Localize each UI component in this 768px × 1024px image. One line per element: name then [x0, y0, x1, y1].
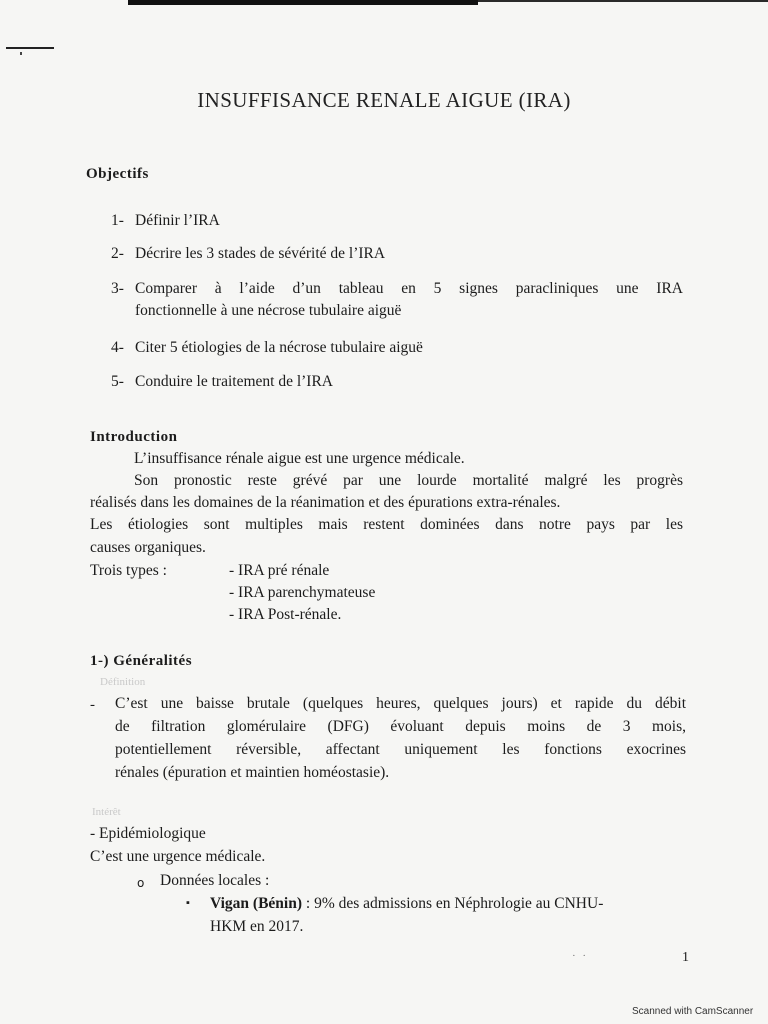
objective-text-cont: fonctionnelle à une nécrose tubulaire aiguë [135, 302, 402, 319]
page-number: 1 [682, 950, 689, 965]
objective-text: Définir l’IRA [135, 212, 220, 229]
scan-mark [6, 47, 54, 49]
introduction-heading: Introduction [90, 429, 178, 445]
definition-line: C’est une baisse brutale (quelques heures, quelques jours) et rapide du débit [115, 695, 686, 712]
types-label: Trois types : [90, 562, 167, 579]
camscanner-footer: Scanned with CamScanner [632, 1006, 754, 1017]
type-item: - IRA parenchymateuse [229, 584, 376, 601]
objective-text: Décrire les 3 stades de sévérité de l’IRA [135, 245, 386, 262]
intro-line: réalisés dans les domaines de la réanimation et des épurations extra-rénales. [90, 494, 561, 511]
donnees-label: Données locales : [160, 872, 270, 889]
vigan-line-cont: HKM en 2017. [210, 918, 304, 935]
type-item: - IRA Post-rénale. [229, 606, 342, 623]
square-bullet: ▪ [186, 897, 190, 909]
objective-text: Comparer à l’aide d’un tableau en 5 signes paracliniques une IRA [135, 280, 683, 297]
intro-line: causes organiques. [90, 539, 206, 556]
generalites-heading: 1-) Généralités [90, 653, 193, 669]
scan-mark-tick [20, 52, 22, 55]
objective-text: Conduire le traitement de l’IRA [135, 373, 333, 390]
vigan-line [210, 895, 603, 913]
definition-line: rénales (épuration et maintien homéostasie). [115, 764, 390, 781]
intro-line: Son pronostic reste grévé par une lourde mortalité malgré les progrès [134, 472, 683, 489]
definition-line: de filtration glomérulaire (DFG) évoluant depuis moins de 3 mois, [115, 718, 686, 735]
dash-bullet: - [90, 697, 95, 713]
objective-item [111, 212, 220, 230]
objective-number: 4- [111, 339, 124, 356]
objective-item [111, 280, 135, 298]
objective-item [111, 373, 333, 391]
vigan-rest: : 9% des admissions en Néphrologie au CNHU- [302, 895, 604, 912]
urgence-text: C’est une urgence médicale. [90, 848, 266, 865]
objective-number: 2- [111, 245, 124, 262]
definition-line: potentiellement réversible, affectant uniquement les fonctions exocrines [115, 741, 686, 758]
scan-dots: · · [572, 950, 589, 962]
objectives-heading: Objectifs [86, 166, 149, 182]
objective-text: Citer 5 étiologies de la nécrose tubulaire aiguë [135, 339, 423, 356]
objective-number: 5- [111, 373, 124, 390]
vigan-bold: Vigan (Bénin) [210, 895, 303, 912]
objective-number: 3- [111, 280, 124, 297]
epidemio-label: - Epidémiologique [90, 825, 206, 842]
page-title: INSUFFISANCE RENALE AIGUE (IRA) [197, 88, 571, 112]
faint-label: Intérêt [92, 806, 121, 818]
intro-line: Les étiologies sont multiples mais restent dominées dans notre pays par les [90, 516, 683, 533]
objective-item [111, 339, 423, 357]
type-item: - IRA pré rénale [229, 562, 330, 579]
intro-line: L’insuffisance rénale aigue est une urgence médicale. [134, 450, 465, 467]
objective-item [111, 245, 385, 263]
objective-number: 1- [111, 212, 124, 229]
scan-edge-top [128, 0, 478, 5]
faint-label: Définition [100, 676, 146, 688]
circle-bullet: o [137, 876, 145, 890]
scan-edge-top-right [478, 0, 768, 2]
